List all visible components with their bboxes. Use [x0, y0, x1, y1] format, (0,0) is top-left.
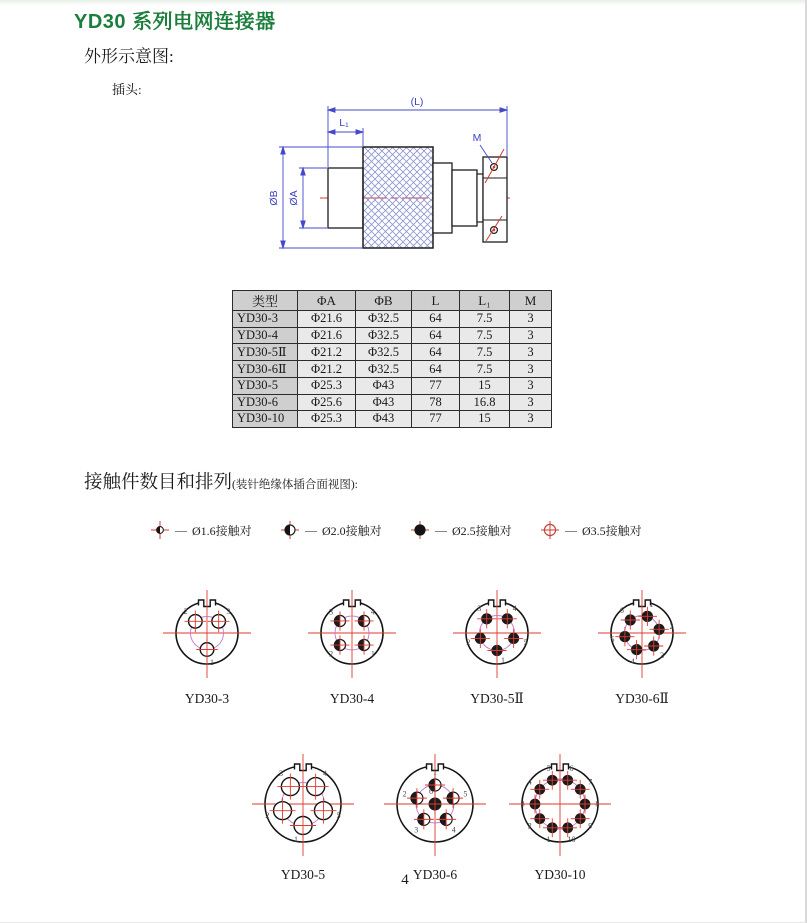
connector-face: [142, 588, 272, 707]
table-cell: 15: [460, 411, 510, 428]
svg-text:5: 5: [463, 789, 468, 799]
table-cell: Φ25.3: [298, 411, 356, 428]
svg-text:4: 4: [512, 604, 517, 614]
legend-item-label: Ø2.5接触对: [452, 523, 512, 538]
table-cell: YD30-4: [233, 327, 298, 344]
table-cell: YD30-10: [233, 411, 298, 428]
svg-text:6: 6: [569, 763, 574, 773]
connector-caption: YD30-5: [280, 867, 326, 882]
table-row: [233, 411, 552, 428]
svg-text:3: 3: [226, 607, 231, 617]
svg-text:3: 3: [520, 799, 525, 809]
legend-item: [150, 520, 272, 540]
table-cell: 3: [510, 378, 552, 395]
svg-text:1: 1: [649, 599, 654, 609]
connector-face: [496, 752, 624, 883]
svg-text:2: 2: [402, 789, 407, 799]
dim-label-M: M: [472, 132, 482, 144]
table-cell: YD30-5: [233, 378, 298, 395]
legend-dash: —: [305, 522, 317, 537]
svg-text:2: 2: [329, 649, 334, 659]
svg-text:2: 2: [669, 622, 674, 632]
legend-item-label: Ø2.0接触对: [322, 523, 382, 538]
svg-text:5: 5: [523, 637, 528, 647]
table-cell: Φ43: [356, 378, 412, 395]
table-header-cell: ΦB: [356, 291, 412, 311]
connector-outline-drawing: [256, 88, 556, 268]
connector-face: [287, 588, 417, 707]
svg-text:5: 5: [610, 634, 615, 644]
knurled-coupling-nut: [363, 147, 433, 248]
svg-text:1: 1: [294, 835, 298, 844]
page-number: 4: [401, 872, 409, 888]
svg-text:9: 9: [588, 821, 593, 831]
spec-table-body: [233, 311, 552, 428]
connector-face-diagram: [142, 588, 272, 688]
legend-item: [280, 520, 402, 540]
table-cell: 7.5: [460, 344, 510, 361]
table-cell: 77: [412, 411, 460, 428]
table-cell: 3: [510, 411, 552, 428]
svg-text:3: 3: [660, 650, 665, 660]
svg-text:1: 1: [433, 767, 437, 777]
table-cell: 78: [412, 394, 460, 411]
table-cell: 7.5: [460, 327, 510, 344]
table-cell: YD30-3: [233, 311, 298, 328]
contacts-heading-note: (装针绝缘体插合面视图):: [232, 479, 358, 491]
table-cell: Φ25.6: [298, 394, 356, 411]
dim-label-L1: L₁: [339, 117, 349, 129]
legend-dash: —: [175, 522, 187, 537]
table-cell: 3: [510, 361, 552, 378]
table-cell: Φ32.5: [356, 327, 412, 344]
svg-text:1: 1: [501, 656, 505, 665]
connector-face-diagram: [496, 752, 624, 864]
dim-label-L: (L): [410, 96, 424, 108]
svg-text:1: 1: [210, 658, 214, 667]
table-cell: Φ21.2: [298, 344, 356, 361]
table-cell: 7.5: [460, 361, 510, 378]
connector-caption: YD30-4: [329, 691, 375, 706]
svg-text:3: 3: [278, 769, 283, 779]
connector-face-diagram: [577, 588, 707, 688]
table-cell: YD30-6Ⅱ: [233, 361, 298, 378]
connector-face: [577, 588, 707, 707]
svg-text:3: 3: [414, 825, 419, 835]
table-cell: 7.5: [460, 311, 510, 328]
connector-face-diagram: [432, 588, 562, 688]
svg-text:2: 2: [265, 811, 270, 821]
connector-face-diagram: [287, 588, 417, 688]
table-row: [233, 394, 552, 411]
half-medium-contact-icon: [280, 520, 300, 540]
table-row: [233, 344, 552, 361]
table-cell: 3: [510, 344, 552, 361]
connector-face-diagram: [239, 752, 367, 864]
svg-text:4: 4: [527, 777, 532, 787]
table-cell: YD30-6: [233, 394, 298, 411]
table-cell: Φ43: [356, 411, 412, 428]
connector-body: [328, 147, 507, 248]
spec-table: [232, 290, 552, 428]
table-cell: Φ43: [356, 394, 412, 411]
svg-text:1: 1: [546, 835, 551, 845]
table-cell: 64: [412, 311, 460, 328]
table-row: [233, 378, 552, 395]
svg-text:2: 2: [466, 637, 471, 647]
filled-contact-icon: [410, 520, 430, 540]
svg-text:4: 4: [323, 769, 328, 779]
table-cell: Φ25.3: [298, 378, 356, 395]
table-header-cell: L₁: [460, 291, 510, 311]
connector-face: [371, 752, 499, 883]
svg-text:3: 3: [477, 604, 482, 614]
table-cell: 15: [460, 378, 510, 395]
connector-caption: YD30-10: [534, 867, 586, 882]
svg-text:2: 2: [183, 607, 188, 617]
table-cell: 64: [412, 327, 460, 344]
table-cell: 3: [510, 327, 552, 344]
dim-label-phiA: ØA: [288, 190, 300, 206]
legend-item-label: Ø1.6接触对: [192, 523, 252, 538]
table-row: [233, 311, 552, 328]
svg-text:4: 4: [451, 825, 456, 835]
half-small-contact-icon: [150, 520, 170, 540]
svg-text:8: 8: [595, 799, 600, 809]
connector-caption: YD30-6: [412, 867, 458, 882]
legend-item: [540, 520, 662, 540]
connector-caption: YD30-3: [184, 691, 230, 706]
svg-text:7: 7: [588, 777, 593, 787]
connector-face: [432, 588, 562, 707]
svg-text:6: 6: [429, 787, 433, 796]
svg-text:1: 1: [370, 649, 375, 659]
table-cell: YD30-5Ⅱ: [233, 344, 298, 361]
table-cell: 77: [412, 378, 460, 395]
table-header-cell: M: [510, 291, 552, 311]
table-header-cell: ΦA: [298, 291, 356, 311]
table-cell: 64: [412, 361, 460, 378]
spec-table-header-row: [233, 291, 552, 311]
table-cell: Φ32.5: [356, 344, 412, 361]
legend-item-label: Ø3.5接触对: [582, 523, 642, 538]
contacts-heading-text: 接触件数目和排列: [84, 473, 233, 493]
svg-text:5: 5: [336, 811, 341, 821]
table-row: [233, 361, 552, 378]
plug-label: 插头:: [112, 82, 142, 97]
connector-face: [239, 752, 367, 883]
table-cell: Φ32.5: [356, 361, 412, 378]
connector-face-diagram: [371, 752, 499, 864]
svg-text:5: 5: [546, 763, 551, 773]
table-cell: 64: [412, 344, 460, 361]
table-cell: Φ32.5: [356, 311, 412, 328]
dim-label-phiB: ØB: [268, 190, 280, 206]
legend-dash: —: [565, 522, 577, 537]
table-cell: 16.8: [460, 394, 510, 411]
legend-item: [410, 520, 532, 540]
svg-text:4: 4: [370, 607, 375, 617]
svg-text:4: 4: [630, 657, 635, 667]
table-cell: Φ21.6: [298, 327, 356, 344]
contact-legend: [150, 520, 662, 540]
table-header-cell: 类型: [233, 291, 298, 311]
svg-text:3: 3: [329, 607, 334, 617]
legend-dash: —: [435, 522, 447, 537]
table-row: [233, 327, 552, 344]
contacts-heading: [84, 468, 358, 494]
table-cell: 3: [510, 311, 552, 328]
outline-heading: 外形示意图:: [84, 47, 174, 66]
table-cell: Φ21.6: [298, 311, 356, 328]
page-title: YD30 系列电网连接器: [74, 11, 276, 33]
connector-caption: YD30-5Ⅱ: [470, 691, 524, 706]
table-header-cell: L: [412, 291, 460, 311]
svg-text:6: 6: [619, 606, 624, 616]
table-cell: Φ21.2: [298, 361, 356, 378]
connector-caption: YD30-6Ⅱ: [615, 691, 669, 706]
table-cell: 3: [510, 394, 552, 411]
open-contact-icon: [540, 520, 560, 540]
svg-text:10: 10: [567, 835, 576, 845]
svg-text:2: 2: [527, 821, 532, 831]
